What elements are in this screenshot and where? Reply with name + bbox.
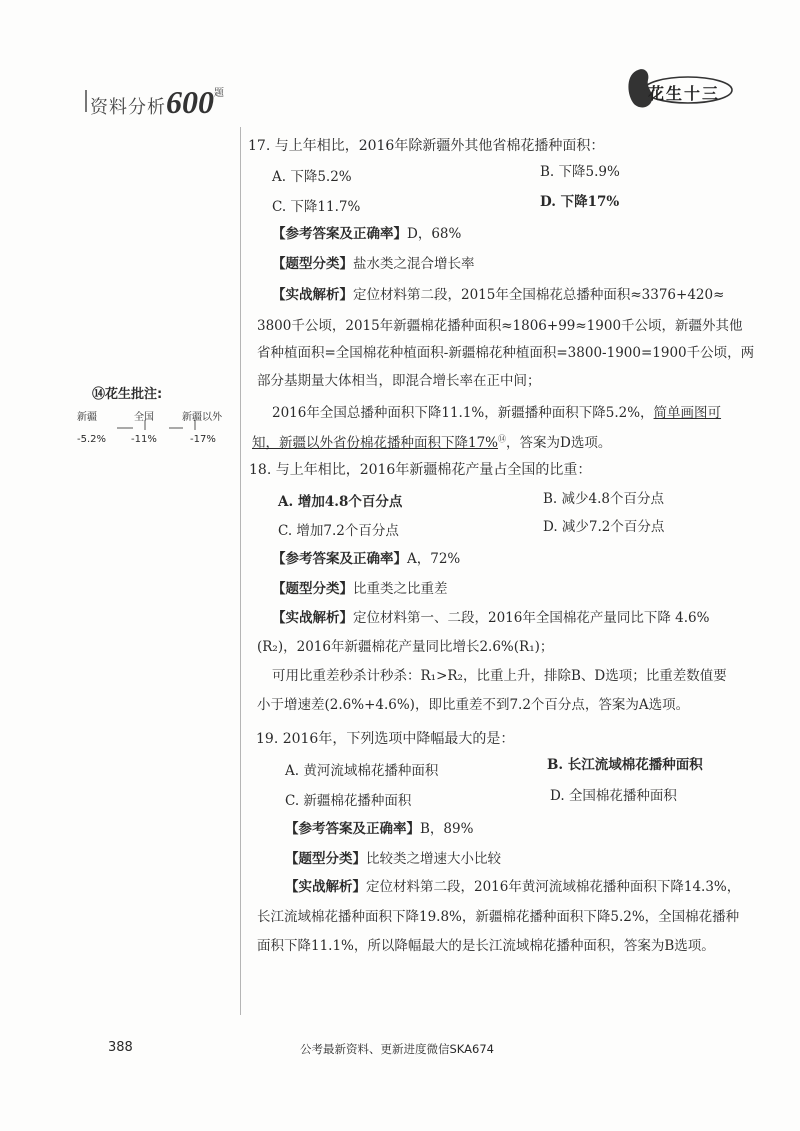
q17-option-c: C. 下降11.7% [272, 199, 361, 215]
q19-answer-value: B，89% [420, 821, 474, 837]
q18-analysis-line-3: 可用比重差秒杀计秒杀：R₁>R₂，比重上升，排除B、D选项；比重差数值要 [272, 668, 727, 684]
q17-analysis-underline-5b: 简单画图可 [653, 405, 722, 421]
q17-analysis-text-6b: ，答案为D选项。 [506, 435, 612, 451]
q18-question: 18. 与上年相比，2016年新疆棉花产量占全国的比重： [249, 462, 592, 478]
book-title-suffix: 题 [214, 88, 225, 99]
q18-type [272, 577, 448, 597]
q19-analysis-line-3: 面积下降11.1%，所以降幅最大的是长江流域棉花播种面积，答案为B选项。 [257, 938, 715, 954]
q19-analysis-line-1 [285, 875, 740, 895]
sidebar-value-national: -11% [131, 434, 157, 445]
q17-analysis-line-5 [272, 401, 721, 421]
q17-type-label: 【题型分类】 [272, 256, 353, 272]
q19-type-label: 【题型分类】 [285, 851, 366, 867]
book-title-prefix: 资料分析 [90, 97, 166, 118]
q17-type [272, 252, 475, 272]
book-title [90, 84, 225, 121]
q19-analysis-label: 【实战解析】 [285, 879, 366, 895]
q17-analysis-text-5a: 2016年全国总播种面积下降11.1%，新疆播种面积下降5.2%， [272, 405, 654, 421]
sidebar-value-xinjiang: -5.2% [77, 434, 107, 445]
q17-option-a: A. 下降5.2% [272, 169, 352, 185]
q17-answer-label: 【参考答案及正确率】 [272, 226, 407, 242]
q18-option-a: A. 增加4.8个百分点 [278, 494, 403, 510]
q19-type-value: 比较类之增速大小比较 [366, 851, 501, 867]
q17-analysis-line-3: 省种植面积=全国棉花种植面积-新疆棉花种植面积=3800-1900=1900千公顷，两 [257, 345, 755, 361]
margin-divider [240, 127, 241, 1015]
q19-option-a: A. 黄河流域棉花播种面积 [285, 763, 439, 779]
q17-analysis-line-1 [272, 283, 724, 303]
q17-question: 17. 与上年相比，2016年除新疆外其他省棉花播种面积： [248, 138, 605, 154]
q19-option-b: B. 长江流域棉花播种面积 [547, 757, 703, 773]
sidebar-label-national: 全国 [134, 412, 154, 423]
q19-analysis-text-1: 定位材料第二段，2016年黄河流域棉花播种面积下降14.3%， [366, 879, 741, 895]
q17-answer-value: D，68% [407, 226, 462, 242]
q19-option-c: C. 新疆棉花播种面积 [285, 793, 412, 809]
q18-answer-value: A，72% [407, 551, 461, 567]
q18-analysis-line-2: (R₂)，2016年新疆棉花产量同比增长2.6%(R₁)； [257, 639, 554, 655]
q17-option-d: D. 下降17% [540, 194, 620, 210]
q17-analysis-label: 【实战解析】 [272, 287, 353, 303]
q18-answer [272, 547, 460, 567]
q17-type-value: 盐水类之混合增长率 [353, 256, 475, 272]
q18-analysis-label: 【实战解析】 [272, 610, 353, 626]
q18-analysis-line-1 [272, 606, 709, 626]
sidebar-title: ⑭花生批注: [92, 387, 163, 402]
q18-analysis-line-4: 小于增速差(2.6%+4.6%)，即比重差不到7.2个百分点，答案为A选项。 [257, 697, 690, 713]
q19-type [285, 847, 501, 867]
q17-analysis-line-6 [252, 431, 611, 451]
q18-answer-label: 【参考答案及正确率】 [272, 551, 407, 567]
sidebar-label-outside: 新疆以外 [182, 412, 222, 423]
book-title-number: 600 [166, 84, 214, 120]
sidebar-label-xinjiang: 新疆 [77, 412, 97, 423]
q18-option-c: C. 增加7.2个百分点 [278, 523, 399, 539]
q17-answer [272, 222, 461, 242]
q17-annotation-ref: ⑭ [498, 434, 507, 444]
q18-type-label: 【题型分类】 [272, 581, 353, 597]
q17-analysis-line-4: 部分基期量大体相当，即混合增长率在正中间； [257, 373, 541, 389]
q18-analysis-text-1: 定位材料第一、二段，2016年全国棉花产量同比下降 4.6% [353, 610, 710, 626]
q19-analysis-line-2: 长江流域棉花播种面积下降19.8%，新疆棉花播种面积下降5.2%，全国棉花播种 [257, 909, 740, 925]
q19-option-d: D. 全国棉花播种面积 [550, 788, 677, 804]
q18-option-b: B. 减少4.8个百分点 [543, 491, 664, 507]
logo-text: 花生十三 [648, 84, 721, 103]
footer-text: 公考最新资料、更新进度微信SKA674 [300, 1042, 494, 1056]
page-number: 388 [108, 1040, 133, 1055]
q17-analysis-text-1: 定位材料第二段，2015年全国棉花总播种面积≈3376+420≈ [353, 287, 725, 303]
q17-option-b: B. 下降5.9% [540, 164, 620, 180]
q19-answer [285, 817, 473, 837]
q17-analysis-line-2: 3800千公顷，2015年新疆棉花播种面积≈1806+99≈1900千公顷，新疆外其他 [257, 318, 743, 334]
q18-type-value: 比重类之比重差 [353, 581, 448, 597]
header-divider [85, 90, 87, 112]
q19-question: 19. 2016年，下列选项中降幅最大的是： [256, 731, 515, 747]
sidebar-value-outside: -17% [190, 434, 216, 445]
q19-answer-label: 【参考答案及正确率】 [285, 821, 420, 837]
q18-option-d: D. 减少7.2个百分点 [543, 519, 665, 535]
q17-analysis-underline-6a: 知，新疆以外省份棉花播种面积下降17% [252, 435, 499, 451]
